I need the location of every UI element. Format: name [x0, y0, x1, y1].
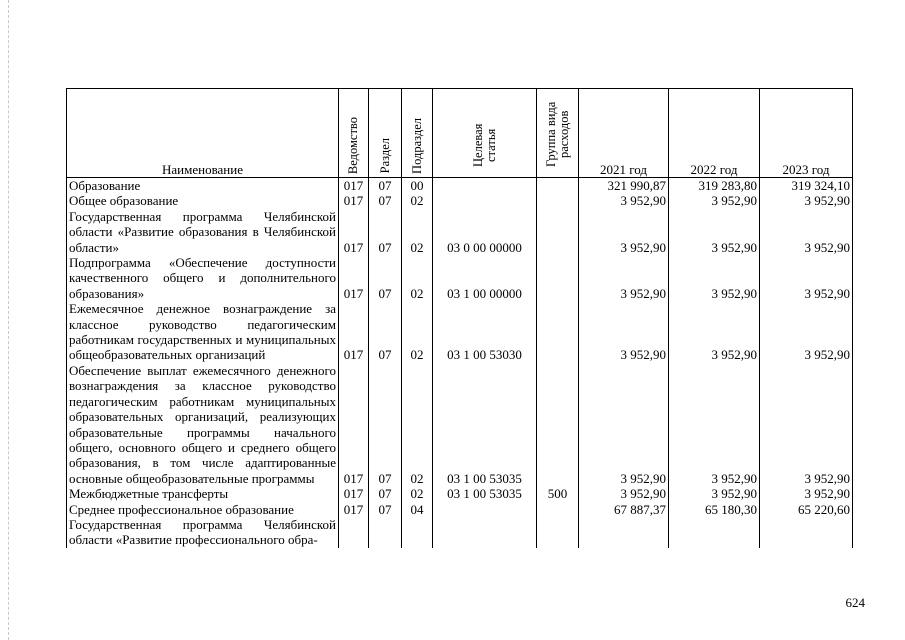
- row-podrazdel: [402, 517, 433, 548]
- row-2021: 67 887,37: [579, 502, 669, 517]
- header-2023-text: 2023 год: [782, 161, 830, 177]
- row-2021: 321 990,87: [579, 178, 669, 194]
- row-podrazdel: 02: [402, 301, 433, 363]
- row-gvr: [537, 363, 579, 486]
- row-gvr: 500: [537, 486, 579, 501]
- row-name: Ежемесячное денежное вознаграждение за классное руководство педагогическим работникам государственных и муниципальных общеобразовательных организаций: [67, 301, 339, 363]
- row-2021: 3 952,90: [579, 486, 669, 501]
- row-2021: 3 952,90: [579, 193, 669, 208]
- header-2022: [669, 89, 760, 178]
- row-cs: [433, 193, 537, 208]
- row-gvr: [537, 502, 579, 517]
- row-name: Государственная программа Челябинской области «Развитие образования в Челябинской области»: [67, 209, 339, 255]
- row-razdel: 07: [369, 178, 402, 194]
- row-2023: [760, 517, 853, 548]
- row-2022: 3 952,90: [669, 486, 760, 501]
- row-2023: 3 952,90: [760, 486, 853, 501]
- row-2023: 3 952,90: [760, 255, 853, 301]
- row-2021: [579, 517, 669, 548]
- header-name: [67, 89, 339, 178]
- row-2022: 319 283,80: [669, 178, 760, 194]
- row-2022: 3 952,90: [669, 193, 760, 208]
- header-celevaya-statya-text: Целевая статья: [470, 122, 498, 167]
- row-razdel: 07: [369, 255, 402, 301]
- table-row: [67, 301, 853, 363]
- row-gvr: [537, 178, 579, 194]
- row-2022: 3 952,90: [669, 301, 760, 363]
- row-razdel: 07: [369, 363, 402, 486]
- row-2022: 65 180,30: [669, 502, 760, 517]
- row-name: Межбюджетные трансферты: [67, 486, 339, 501]
- row-2021: 3 952,90: [579, 209, 669, 255]
- row-gvr: [537, 255, 579, 301]
- row-2023: 65 220,60: [760, 502, 853, 517]
- row-2021: 3 952,90: [579, 301, 669, 363]
- row-ved: 017: [339, 486, 369, 501]
- header-2023: [760, 89, 853, 178]
- row-ved: 017: [339, 193, 369, 208]
- row-razdel: 07: [369, 486, 402, 501]
- header-2021: [579, 89, 669, 178]
- row-podrazdel: 02: [402, 255, 433, 301]
- table-row: [67, 363, 853, 486]
- header-celevaya-statya: [433, 89, 537, 178]
- row-name: Государственная программа Челябинской области «Развитие профессионального обра-: [67, 517, 339, 548]
- row-razdel: 07: [369, 502, 402, 517]
- table-row: [67, 209, 853, 255]
- row-gvr: [537, 301, 579, 363]
- header-2021-text: 2021 год: [600, 161, 647, 177]
- table-header-row: [67, 89, 853, 178]
- row-name: Образование: [67, 178, 339, 194]
- table-row: [67, 178, 853, 194]
- row-2022: [669, 517, 760, 548]
- row-2023: 3 952,90: [760, 193, 853, 208]
- row-podrazdel: 02: [402, 193, 433, 208]
- row-cs: 03 1 00 00000: [433, 255, 537, 301]
- row-gvr: [537, 193, 579, 208]
- row-ved: [339, 517, 369, 548]
- row-podrazdel: 04: [402, 502, 433, 517]
- row-name: Обеспечение выплат ежемесячного денежного вознаграждения за классное руководство педагогическим работникам муниципальных образовательных организаций, реализующих образовательные программы начального общего, основного общего и среднего общего образования, в том числе адаптированные основные общеобразовательные программы: [67, 363, 339, 486]
- row-ved: 017: [339, 255, 369, 301]
- row-ved: 017: [339, 502, 369, 517]
- header-gvr-text: Группа вида расходов: [543, 100, 571, 167]
- header-2022-text: 2022 год: [690, 161, 738, 177]
- header-podrazdel-text: Подраздел: [409, 117, 424, 174]
- row-2021: 3 952,90: [579, 255, 669, 301]
- table-row: [67, 517, 853, 548]
- row-ved: 017: [339, 301, 369, 363]
- row-razdel: 07: [369, 193, 402, 208]
- row-podrazdel: 02: [402, 486, 433, 501]
- row-name: Подпрограмма «Обеспечение доступности качественного общего и дополнительного образования»: [67, 255, 339, 301]
- table-row: [67, 486, 853, 501]
- header-razdel-text: Раздел: [377, 138, 392, 174]
- row-razdel: 07: [369, 209, 402, 255]
- row-razdel: 07: [369, 301, 402, 363]
- row-2023: 3 952,90: [760, 209, 853, 255]
- row-2021: 3 952,90: [579, 363, 669, 486]
- row-name: Среднее профессиональное образование: [67, 502, 339, 517]
- header-name-text: Наименование: [162, 161, 243, 177]
- row-podrazdel: 02: [402, 363, 433, 486]
- row-2023: 319 324,10: [760, 178, 853, 194]
- row-cs: 03 1 00 53035: [433, 363, 537, 486]
- row-cs: [433, 178, 537, 194]
- row-ved: 017: [339, 178, 369, 194]
- row-gvr: [537, 209, 579, 255]
- row-cs: 03 1 00 53030: [433, 301, 537, 363]
- row-cs: [433, 517, 537, 548]
- row-podrazdel: 02: [402, 209, 433, 255]
- table-row: [67, 502, 853, 517]
- row-podrazdel: 00: [402, 178, 433, 194]
- table-row: [67, 255, 853, 301]
- row-gvr: [537, 517, 579, 548]
- row-2022: 3 952,90: [669, 363, 760, 486]
- header-vedomstvo: [339, 89, 369, 178]
- row-cs: 03 0 00 00000: [433, 209, 537, 255]
- row-2023: 3 952,90: [760, 301, 853, 363]
- scan-edge-line: [8, 0, 9, 640]
- header-vedomstvo-text: Ведомство: [346, 116, 360, 174]
- row-razdel: [369, 517, 402, 548]
- row-name: Общее образование: [67, 193, 339, 208]
- table-row: [67, 193, 853, 208]
- row-2022: 3 952,90: [669, 255, 760, 301]
- page-number: 624: [845, 595, 865, 610]
- header-gruppa-vida-rashodov: [537, 89, 579, 178]
- budget-table: [66, 88, 853, 548]
- row-ved: 017: [339, 363, 369, 486]
- row-ved: 017: [339, 209, 369, 255]
- row-2023: 3 952,90: [760, 363, 853, 486]
- row-cs: 03 1 00 53035: [433, 486, 537, 501]
- row-cs: [433, 502, 537, 517]
- row-2022: 3 952,90: [669, 209, 760, 255]
- header-podrazdel: [402, 89, 433, 178]
- header-razdel: [369, 89, 402, 178]
